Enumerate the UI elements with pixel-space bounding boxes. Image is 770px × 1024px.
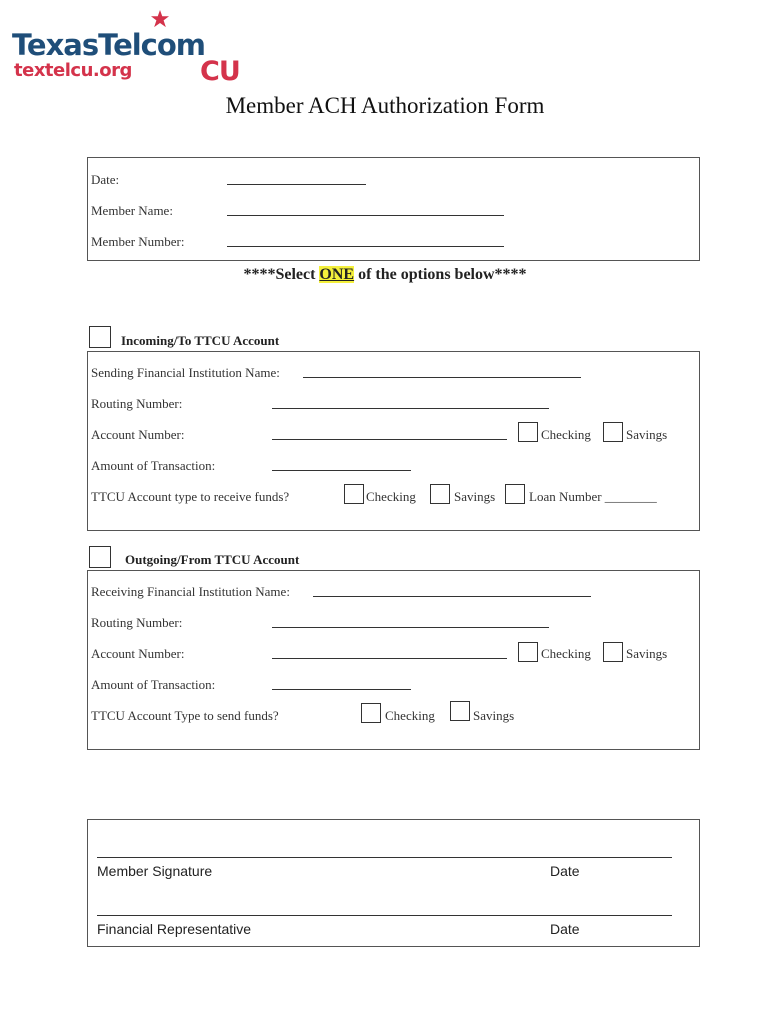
send-savings-checkbox[interactable]: [450, 701, 470, 721]
representative-label: Financial Representative: [97, 921, 252, 937]
form-title: Member ACH Authorization Form: [225, 93, 545, 118]
receive-checking-checkbox[interactable]: [344, 484, 364, 504]
outgoing-option-checkbox[interactable]: [89, 546, 111, 568]
member-number-field[interactable]: [227, 246, 504, 247]
instruction-suffix: of the options below****: [354, 266, 527, 283]
receiving-institution-field[interactable]: [313, 596, 591, 597]
outgoing-account-savings-checkbox[interactable]: [603, 642, 623, 662]
send-savings-label: Savings: [473, 708, 515, 723]
incoming-amount-label: Amount of Transaction:: [91, 458, 216, 473]
incoming-account-checking-label: Checking: [541, 427, 591, 442]
incoming-account-savings-label: Savings: [626, 427, 668, 442]
send-funds-label: TTCU Account Type to send funds?: [91, 708, 279, 723]
outgoing-account-savings-label: Savings: [626, 646, 668, 661]
outgoing-routing-field[interactable]: [272, 627, 549, 628]
representative-date-label: Date: [550, 921, 580, 937]
texas-telcom-cu-logo: [12, 10, 262, 88]
member-signature-label: Member Signature: [97, 863, 213, 879]
outgoing-amount-field[interactable]: [272, 689, 411, 690]
logo-url: textelcu.org: [14, 60, 132, 81]
member-signature-date-label: Date: [550, 863, 580, 879]
instruction-emphasis: ONE: [319, 266, 355, 283]
representative-signature-field[interactable]: [97, 915, 672, 916]
send-checking-checkbox[interactable]: [361, 703, 381, 723]
receive-loan-label: Loan Number ________: [529, 489, 657, 504]
incoming-account-label: Account Number:: [91, 427, 185, 442]
member-name-label: Member Name:: [91, 203, 173, 218]
outgoing-section-title: Outgoing/From TTCU Account: [125, 552, 300, 567]
instruction-prefix: ****Select: [243, 266, 320, 283]
incoming-account-savings-checkbox[interactable]: [603, 422, 623, 442]
outgoing-account-field[interactable]: [272, 658, 507, 659]
member-signature-field[interactable]: [97, 857, 672, 858]
receive-loan-checkbox[interactable]: [505, 484, 525, 504]
incoming-routing-field[interactable]: [272, 408, 549, 409]
member-number-label: Member Number:: [91, 234, 185, 249]
date-label: Date:: [91, 172, 120, 187]
select-one-instruction: [0, 266, 770, 284]
outgoing-amount-label: Amount of Transaction:: [91, 677, 216, 692]
incoming-section-title: Incoming/To TTCU Account: [121, 333, 280, 348]
incoming-account-checking-checkbox[interactable]: [518, 422, 538, 442]
receive-savings-label: Savings: [454, 489, 496, 504]
logo-wordmark: TexasTelcom: [12, 28, 206, 62]
star-icon: [151, 10, 169, 28]
sending-institution-label: Sending Financial Institution Name:: [91, 365, 280, 380]
incoming-option-checkbox[interactable]: [89, 326, 111, 348]
outgoing-account-checking-checkbox[interactable]: [518, 642, 538, 662]
date-field[interactable]: [227, 184, 366, 185]
incoming-account-field[interactable]: [272, 439, 507, 440]
incoming-amount-field[interactable]: [272, 470, 411, 471]
receive-funds-label: TTCU Account type to receive funds?: [91, 489, 290, 504]
receiving-institution-label: Receiving Financial Institution Name:: [91, 584, 290, 599]
outgoing-account-label: Account Number:: [91, 646, 185, 661]
member-name-field[interactable]: [227, 215, 504, 216]
receive-checking-label: Checking: [366, 489, 416, 504]
sending-institution-field[interactable]: [303, 377, 581, 378]
send-checking-label: Checking: [385, 708, 435, 723]
outgoing-routing-label: Routing Number:: [91, 615, 183, 630]
receive-savings-checkbox[interactable]: [430, 484, 450, 504]
incoming-routing-label: Routing Number:: [91, 396, 183, 411]
logo-cu: CU: [200, 56, 240, 87]
outgoing-account-checking-label: Checking: [541, 646, 591, 661]
